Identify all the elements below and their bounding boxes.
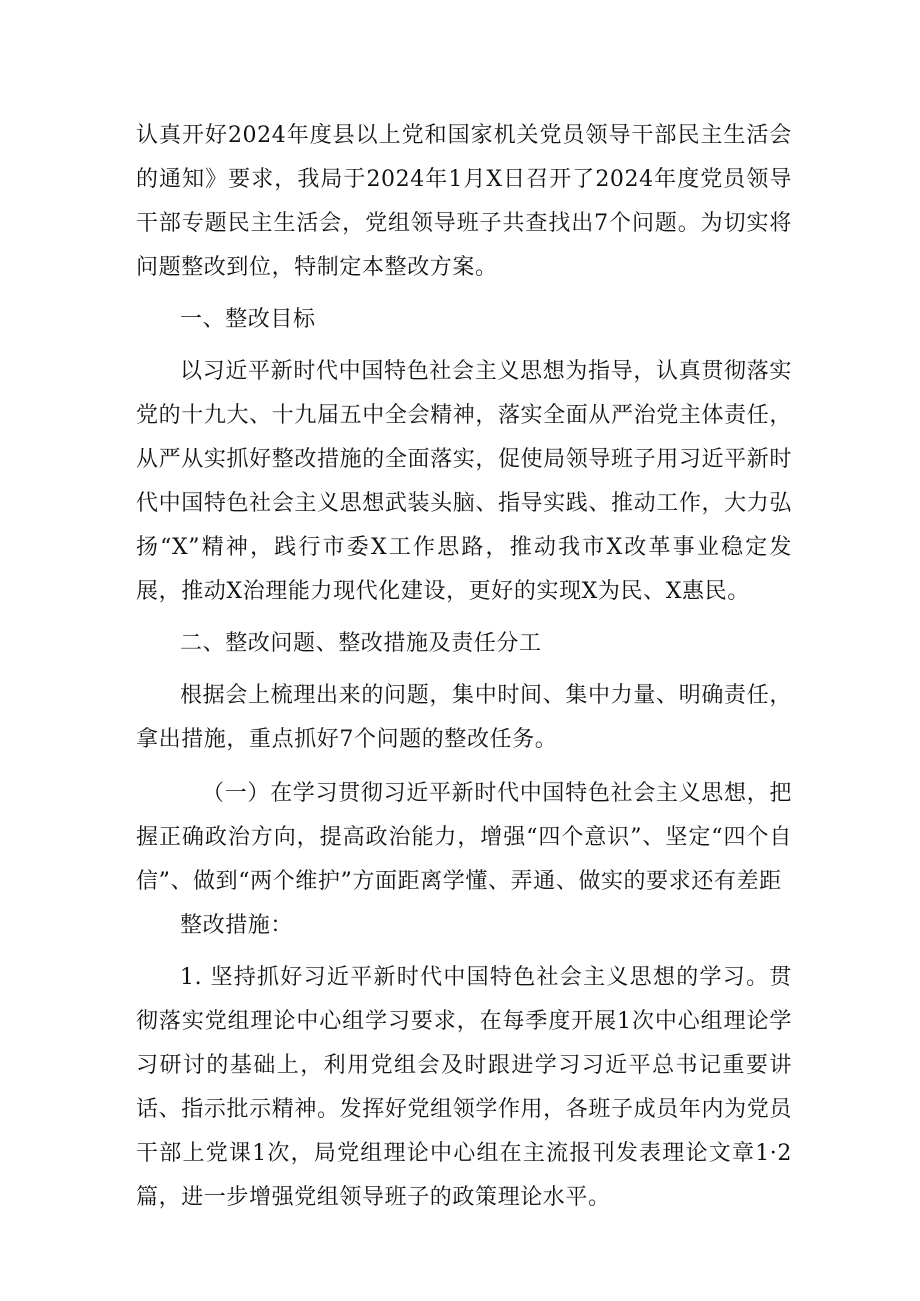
section-heading-goals: 一、整改目标 bbox=[180, 307, 316, 332]
measure-1-paragraph: 1. 坚持抓好习近平新时代中国特色社会主义思想的学习。贯彻落实党组理论中心组学习要求，在每季度开展1次中心组理论学习研讨的基础上，利用党组会及时跟进学习习近平总书记重要讲话、指示批示精神。发挥好党组领学作用，各班子成员年内为党员干部上党课1次，局党组理论中心组在主流报刊发表理论文章1·2篇，进一步增强党组领导班子的政策理论水平。 bbox=[136, 965, 792, 1210]
measures-label: 整改措施： bbox=[180, 913, 294, 938]
goals-paragraph: 以习近平新时代中国特色社会主义思想为指导，认真贯彻落实党的十九大、十九届五中全会精神，落实全面从严治党主体责任，从严从实抓好整改措施的全面落实，促使局领导班子用习近平新时代中国特色社会主义思想武装头脑、指导实践、推动工作，大力弘扬“X”精神，践行市委X工作思路，推动我市X改革事业稳定发展，推动X治理能力现代化建设，更好的实现X为民、X惠民。 bbox=[136, 359, 792, 604]
issue-1-title: （一）在学习贯彻习近平新时代中国特色社会主义思想，把握正确政治方向，提高政治能力，增强“四个意识”、坚定“四个自信”、做到“两个维护”方面距离学懂、弄通、做实的要求还有差距 bbox=[136, 781, 792, 894]
section-heading-issues: 二、整改问题、整改措施及责任分工 bbox=[180, 631, 542, 656]
intro-paragraph: 认真开好2024年度县以上党和国家机关党员领导干部民主生活会的通知》要求，我局于2024年1月X日召开了2024年度党员领导干部专题民主生活会，党组领导班子共查找出7个问题。为切实将问题整改到位，特制定本整改方案。 bbox=[136, 123, 792, 280]
document-body bbox=[136, 114, 792, 1220]
issues-intro-paragraph: 根据会上梳理出来的问题，集中时间、集中力量、明确责任，拿出措施，重点抓好7个问题的整改任务。 bbox=[136, 683, 792, 752]
